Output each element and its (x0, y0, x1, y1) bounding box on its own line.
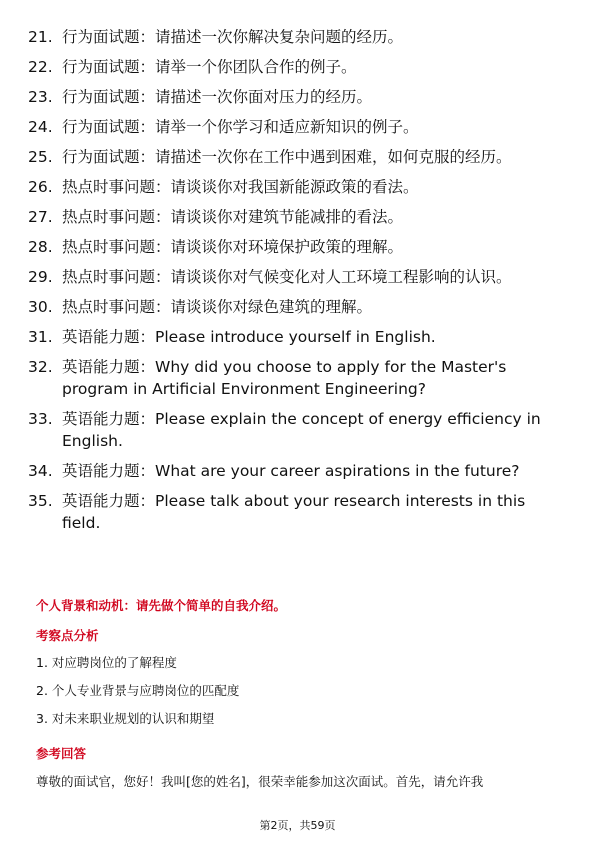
question-number: 26. (28, 178, 53, 196)
question-number: 32. (28, 358, 53, 376)
question-number: 23. (28, 88, 53, 106)
question-item (28, 460, 563, 482)
question-item (28, 490, 563, 534)
question-text: 热点时事问题：请谈谈你对我国新能源政策的看法。 (62, 178, 419, 196)
question-item (28, 146, 563, 168)
analysis-item: 1. 对应聘岗位的了解程度 (36, 655, 177, 670)
question-number: 29. (28, 268, 53, 286)
question-number: 31. (28, 328, 53, 346)
analysis-item-wrap-3 (36, 710, 561, 728)
question-item (28, 56, 563, 78)
question-item (28, 356, 563, 400)
question-text: 行为面试题：请举一个你团队合作的例子。 (62, 58, 357, 76)
question-number: 24. (28, 118, 53, 136)
answer-text: 尊敬的面试官，您好！我叫[您的姓名]，很荣幸能参加这次面试。首先，请允许我 (36, 774, 484, 789)
section-question-heading: 个人背景和动机：请先做个简单的自我介绍。 (36, 598, 287, 613)
question-number: 21. (28, 28, 53, 46)
question-number: 25. (28, 148, 53, 166)
analysis-item: 2. 个人专业背景与应聘岗位的匹配度 (36, 683, 240, 698)
question-number: 34. (28, 462, 53, 480)
analysis-heading: 考察点分析 (36, 628, 99, 643)
question-text: 热点时事问题：请谈谈你对绿色建筑的理解。 (62, 298, 373, 316)
page-footer: 第2页，共59页 (259, 819, 336, 832)
question-text: 英语能力题：Please introduce yourself in English. (62, 328, 436, 346)
question-text: 英语能力题：Please talk about your research interests in this field. (62, 492, 526, 532)
question-item (28, 326, 563, 348)
section-question (36, 597, 561, 615)
answer-heading: 参考回答 (36, 746, 87, 761)
question-item (28, 236, 563, 258)
answer-heading-wrap (36, 745, 561, 763)
question-item (28, 86, 563, 108)
question-number: 35. (28, 492, 53, 510)
question-text: 热点时事问题：请谈谈你对建筑节能减排的看法。 (62, 208, 404, 226)
question-text: 英语能力题：Please explain the concept of energy efficiency in English. (62, 410, 541, 450)
question-item (28, 116, 563, 138)
question-item (28, 206, 563, 228)
question-text: 行为面试题：请描述一次你解决复杂问题的经历。 (62, 28, 404, 46)
question-item (28, 296, 563, 318)
answer-text-wrap (36, 773, 561, 791)
question-text: 英语能力题：Why did you choose to apply for the Master's program in Artificial Environment Engineering? (62, 358, 507, 398)
question-item (28, 26, 563, 48)
question-number: 22. (28, 58, 53, 76)
analysis-item-wrap-2 (36, 682, 561, 700)
question-number: 33. (28, 410, 53, 428)
analysis-item: 3. 对未来职业规划的认识和期望 (36, 711, 215, 726)
analysis-item-wrap-1 (36, 654, 561, 672)
question-text: 英语能力题：What are your career aspirations in the future? (62, 462, 520, 480)
question-text: 行为面试题：请描述一次你在工作中遇到困难，如何克服的经历。 (62, 148, 512, 166)
question-number: 30. (28, 298, 53, 316)
question-text: 热点时事问题：请谈谈你对气候变化对人工环境工程影响的认识。 (62, 268, 512, 286)
question-item (28, 266, 563, 288)
question-list (28, 26, 563, 542)
analysis-heading-wrap (36, 627, 561, 645)
question-item (28, 408, 563, 452)
question-number: 27. (28, 208, 53, 226)
question-text: 行为面试题：请举一个你学习和适应新知识的例子。 (62, 118, 419, 136)
question-number: 28. (28, 238, 53, 256)
question-text: 行为面试题：请描述一次你面对压力的经历。 (62, 88, 373, 106)
question-text: 热点时事问题：请谈谈你对环境保护政策的理解。 (62, 238, 404, 256)
question-item (28, 176, 563, 198)
